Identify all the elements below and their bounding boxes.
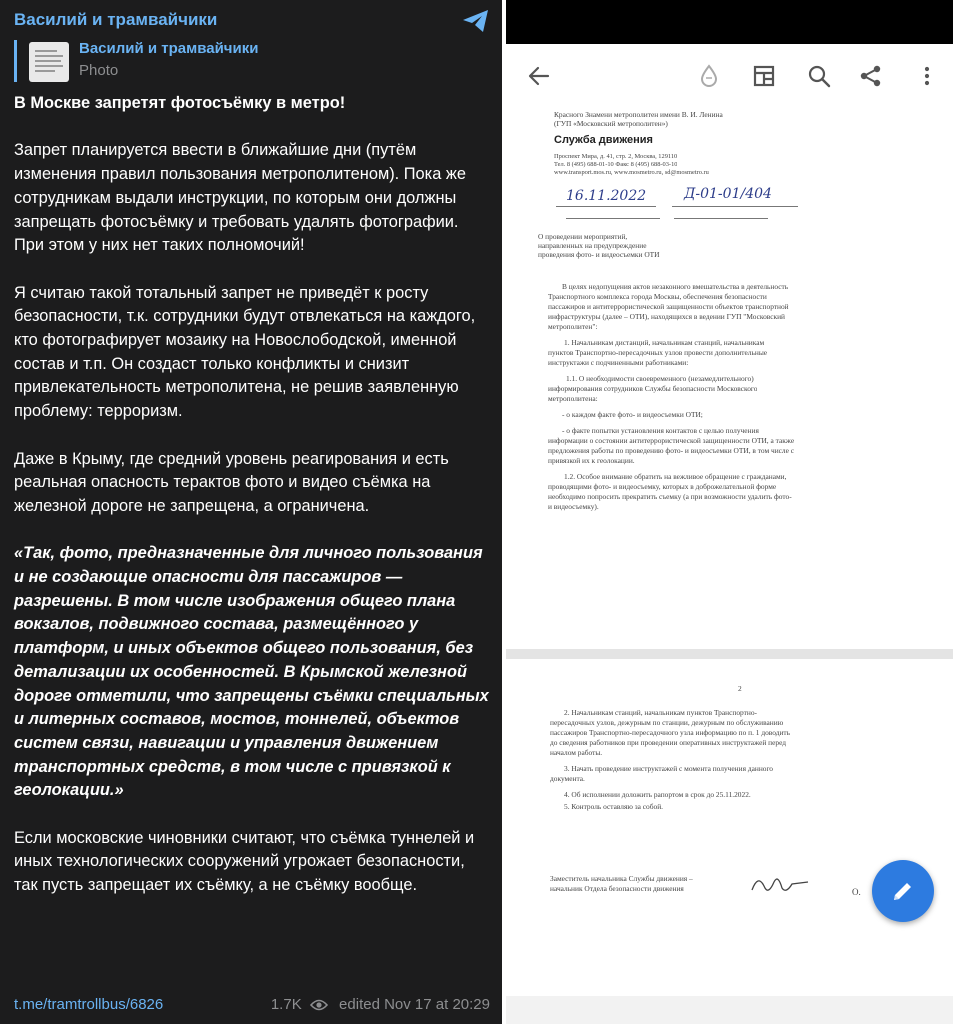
doc-page2-line: пассажиров Транспортно-пересадочного узла информацию по п. 1 доводить (550, 728, 791, 737)
doc-header-line: (ГУП «Московский метрополитен») (554, 119, 668, 128)
more-vertical-icon[interactable] (914, 63, 940, 89)
doc-header-line: Красного Знамени метрополитен имени В. И. Ленина (554, 110, 723, 119)
post-paragraph: Если московские чиновники считают, что съёмка туннелей и иных технологических сооружений угрожает безопасности, так пусть запрещает их съёмку, а не съёмку вообще. (14, 828, 475, 895)
share-icon[interactable] (858, 63, 884, 89)
doc-body-line: пассажиров и антитеррористической защищенности объектов транспортной (548, 302, 789, 311)
doc-body-line: - о факте попытки установления контактов с целью получения (562, 426, 759, 435)
doc-body-line: пунктов Транспортно-пересадочных узлов провести дополнительные (548, 348, 768, 357)
signature-icon (748, 870, 818, 900)
post-link[interactable]: t.me/tramtrollbus/6826 (14, 996, 164, 1013)
doc-body-line: 1.1. О необходимости своевременного (незамедлительного) (566, 374, 754, 383)
post-footer (14, 996, 490, 1016)
post-quote: «Так, фото, предназначенные для личного пользования и не создающие опасности для пассажиров — разрешены. В том числе изображения общего плана вокзалов, подвижного состава, размещённого у платформ, и иных объектов общего пользования, без детализации их особенностей. В Крымской железной дороге отметили, что запрещены съёмки специальных и литерных составов, мостов, тоннелей, объектов систем связи, навигации и управления движением транспортных средств, в том числе с привязкой к геолокации.» (14, 544, 489, 800)
post-headline: В Москве запретят фотосъёмку в метро! (14, 94, 346, 112)
bottom-bar (506, 996, 953, 1024)
doc-body-line: инфраструктуры (далее – ОТИ), находящихся в ведении ГУП "Московский (548, 312, 786, 321)
channel-name[interactable]: Василий и трамвайчики (14, 10, 218, 29)
doc-body-line: метрополитен": (548, 322, 598, 331)
doc-subject-line: проведения фото- и видеосъемки ОТИ (538, 250, 660, 259)
edit-fab-button[interactable] (872, 860, 934, 922)
doc-address-line: www.transport.mos.ru, www.mosmetro.ru, sd@mosmetro.ru (554, 169, 709, 176)
photo-thumbnail (29, 42, 69, 82)
bookmark-page-icon[interactable] (751, 63, 777, 89)
document-page (506, 106, 953, 996)
view-count: 1.7K (270, 996, 302, 1013)
search-icon[interactable] (806, 63, 832, 89)
doc-page2-line: 4. Об исполнении доложить рапортом в срок до 25.11.2022. (564, 790, 751, 799)
status-bar (506, 0, 953, 44)
doc-body-line: привязкой их к геолокации. (548, 456, 635, 465)
doc-dept-title: Служба движения (554, 134, 653, 146)
doc-body-line: и видеосъемку). (548, 502, 599, 511)
doc-body-line: 1.2. Особое внимание обратить на вежливое обращение с гражданами, (564, 472, 787, 481)
doc-address-line: Тел. 8 (495) 688-01-10 Факс 8 (495) 688-03-10 (554, 161, 678, 168)
doc-signature-line: Заместитель начальника Службы движения – (550, 874, 693, 883)
reply-title: Василий и трамвайчики (79, 40, 259, 57)
doc-subject-line: О проведении мероприятий, (538, 232, 628, 241)
edited-timestamp: edited Nov 17 at 20:29 (339, 996, 490, 1013)
document-viewer (506, 0, 953, 1024)
page-divider (506, 649, 953, 659)
reply-subtitle: Photo (79, 62, 119, 79)
eye-icon (310, 998, 328, 1012)
doc-signer-initials: О. (852, 888, 861, 897)
reply-preview[interactable] (14, 40, 317, 82)
doc-page2-line: до сведения работников при проведении оперативных инструктажей перед (550, 738, 787, 747)
doc-body-line: информирования сотрудников Службы безопасности Московского (548, 384, 758, 393)
doc-body-line: информации о состоянии антитеррористической защищенности ОТИ, а также (548, 436, 795, 445)
doc-body-line: метрополитена: (548, 394, 598, 403)
post-meta (271, 996, 490, 1013)
doc-signature-line: начальник Отдела безопасности движения (550, 884, 684, 893)
doc-page2-line: пересадочных узлов, дежурным по станции, дежурным по обслуживанию (550, 718, 784, 727)
doc-address-line: Проспект Мира, д. 41, стр. 2, Москва, 129110 (554, 153, 678, 160)
doc-handwritten-number: Д-01-01/404 (684, 186, 772, 202)
doc-page2-line: началом работы. (550, 748, 603, 757)
post-paragraph: Даже в Крыму, где средний уровень реагирования и есть реальная опасность терактов фото и видео съёмка на железной дороге не запрещена, а ограничена. (14, 449, 449, 515)
doc-body-line: В целях недопущения актов незаконного вмешательства в деятельность (562, 282, 789, 291)
doc-body-line: 1. Начальникам дистанций, начальникам станций, начальникам (564, 338, 765, 347)
doc-handwritten-date: 16.11.2022 (566, 188, 647, 204)
post-paragraph: Я считаю такой тотальный запрет не приведёт к росту безопасности, т.к. сотрудники будут отвлекаться на каждого, кто фотографирует мозаику на Новослободской, именной состав и т.п. Он создаст только конфликты и снизит привлекательность метрополитена, не решив заявленную проблему: терроризм. (14, 283, 476, 421)
doc-page2-line: 2. Начальникам станций, начальникам пунктов Транспортно- (564, 708, 757, 717)
post-paragraph: Запрет планируется ввести в ближайшие дни (путём изменения правил пользования метрополитеном). Пока же сотрудникам выдали инструкции, по которым они должны запрещать фотосъёмку и требовать удалять фотографии. При этом у них нет таких полномочий! (14, 141, 466, 255)
ink-drop-icon[interactable] (696, 63, 722, 89)
doc-body-line: Транспортного комплекса города Москвы, обеспечения безопасности (548, 292, 767, 301)
doc-subject-line: направленных на предупреждение (538, 241, 647, 250)
doc-body-line: инструктажи с подчиненными работниками: (548, 358, 689, 367)
doc-body-line: необходимо попросить прекратить съемку (а при возможности удалить фото- (548, 492, 792, 501)
doc-page-number: 2 (738, 684, 742, 693)
back-arrow-icon[interactable] (526, 63, 552, 89)
post-body (14, 92, 492, 922)
viewer-toolbar (506, 44, 953, 106)
doc-page2-line: документа. (550, 774, 585, 783)
doc-body-line: - о каждом факте фото- и видеосъемки ОТИ; (562, 410, 703, 419)
doc-page2-line: 3. Начать проведение инструктажей с момента получения данного (564, 764, 774, 773)
doc-body-line: проводящими фото- и видеосъемку, которых в доброжелательной форме (548, 482, 777, 491)
pencil-icon (890, 878, 916, 904)
telegram-icon[interactable] (462, 9, 490, 33)
doc-body-line: предложения работы по проведению фото- и видеосъемки ОТИ, в том числе с (548, 446, 795, 455)
doc-page2-line: 5. Контроль оставляю за собой. (564, 802, 664, 811)
